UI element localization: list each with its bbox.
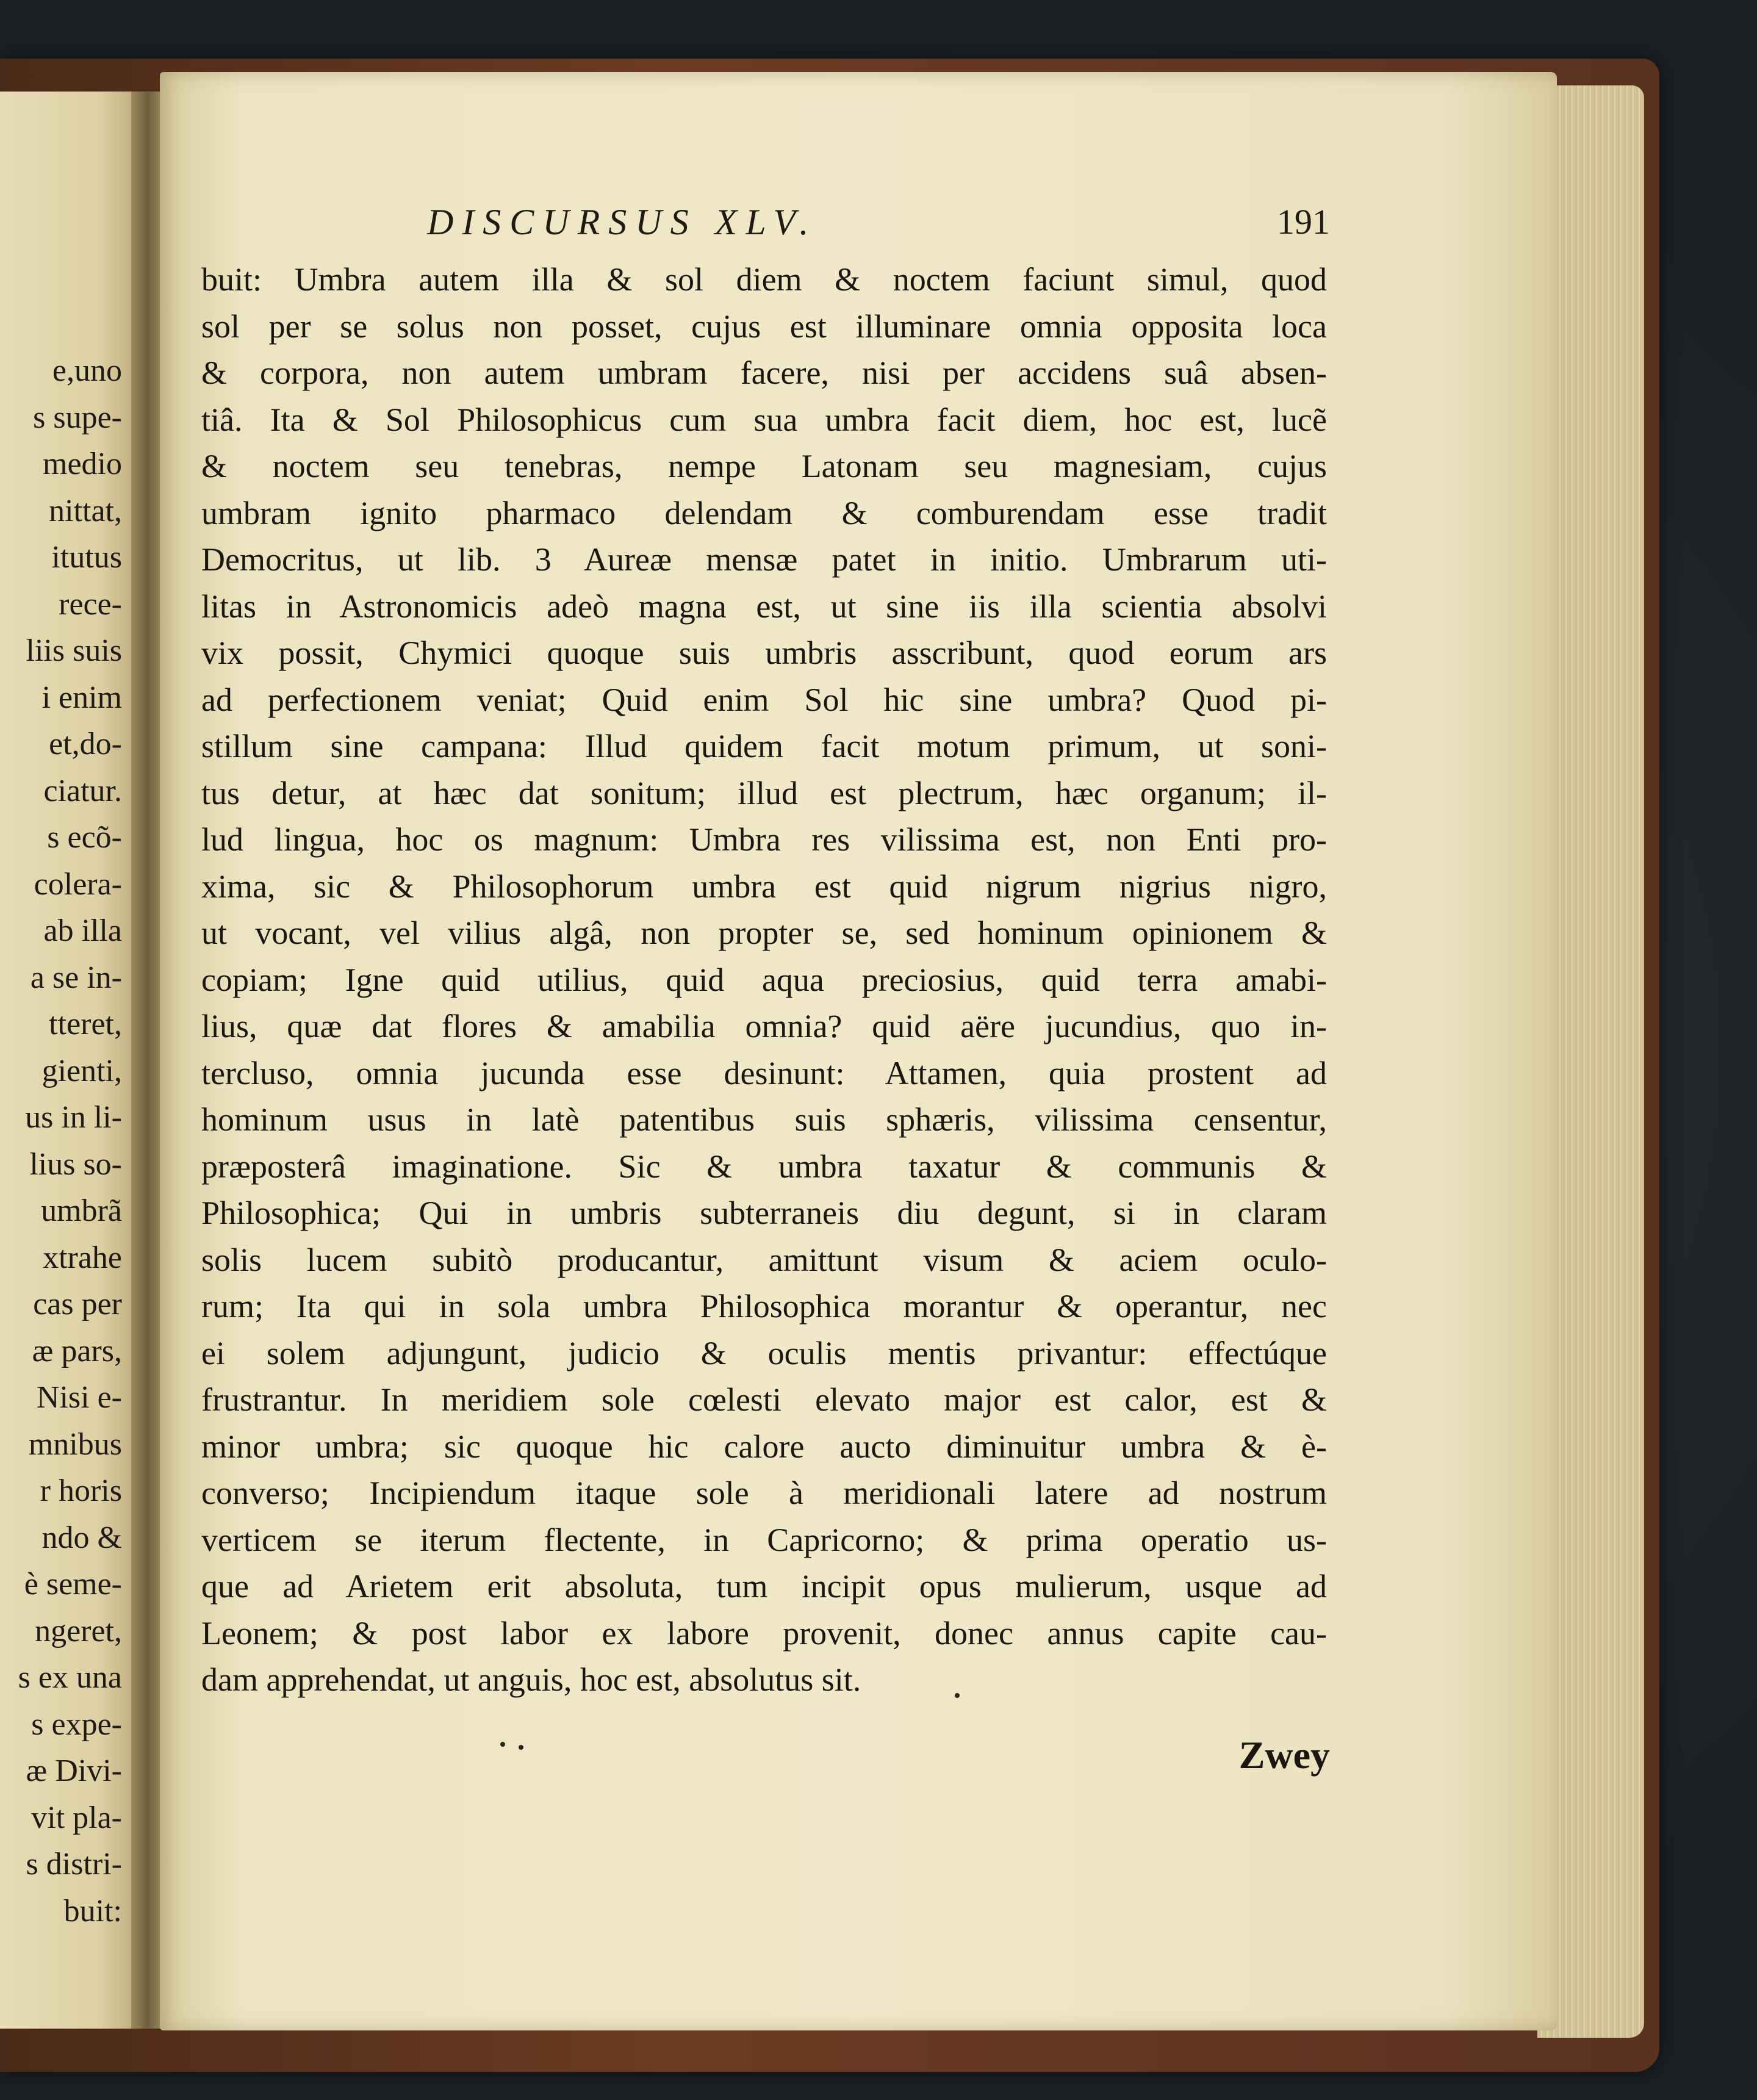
left-page [0, 92, 143, 2029]
text-line: ei solem adjungunt, judicio & oculis mentis privantur: effectúque [201, 1334, 1327, 1372]
text-line: umbram ignito pharmaco delendam & comburendam esse tradit [201, 494, 1327, 531]
left-line-fragment: s distri- [26, 1847, 122, 1882]
text-line: sol per se solus non posset, cujus est illuminare omnia opposita loca [201, 307, 1327, 345]
left-line-fragment: us in li- [25, 1100, 122, 1135]
catchword: Zwey [1238, 1733, 1330, 1777]
text-line: litas in Astronomicis adeò magna est, ut sine iis illa scientia absolvi [201, 588, 1327, 625]
text-line: hominum usus in latè patentibus suis sphæris, vilissima censentur, [201, 1101, 1327, 1138]
left-line-fragment: medio [43, 447, 122, 481]
text-line: dam apprehendat, ut anguis, hoc est, absolutus sit. [201, 1661, 861, 1698]
running-head: DISCURSUS XLV. [427, 202, 817, 242]
left-line-fragment: ab illa [43, 913, 122, 948]
text-line: terclusо, omnia jucunda esse desinunt: Attamen, quia prostent ad [201, 1054, 1327, 1091]
text-line: & corpora, non autem umbram facere, nisi per accidens suâ absen- [201, 354, 1327, 391]
left-line-fragment: et,do- [49, 727, 122, 761]
left-line-fragment: umbrã [41, 1193, 122, 1228]
text-line: solis lucem subitò producantur, amittunt visum & aciem oculo- [201, 1241, 1327, 1278]
left-line-fragment: s ecõ- [47, 820, 122, 855]
left-line-fragment: e,uno [52, 353, 122, 388]
left-line-fragment: itutus [51, 540, 122, 575]
left-line-fragment: rece- [59, 586, 122, 622]
left-line-fragment: nittat, [49, 493, 122, 528]
text-line: vix possit, Chymici quoque suis umbris asscribunt, quod eorum ars [201, 635, 1327, 671]
left-line-fragment: a se in- [30, 960, 122, 995]
left-line-fragment: colera- [34, 866, 122, 902]
left-line-fragment: xtrahe [43, 1240, 122, 1275]
body-text [201, 256, 1327, 1703]
text-line: Leonem; & post labor ex labore provenit, donec annus capite cau- [201, 1614, 1327, 1652]
left-line-fragment: gienti, [41, 1053, 122, 1088]
text-line: præposterâ imaginatione. Sic & umbra taxatur & communis & [201, 1148, 1327, 1185]
text-line: Philosophica; Qui in umbris subterraneis diu degunt, si in claram [201, 1195, 1327, 1231]
text-line: Democritus, ut lib. 3 Aureæ mensæ patet in initio. Umbrarum uti- [201, 541, 1327, 578]
text-line: minor umbra; sic quoque hic calore aucto diminuitur umbra & è- [201, 1428, 1327, 1465]
text-line: tiâ. Ita & Sol Philosophicus cum sua umbra facit diem, hoc est, lucẽ [201, 401, 1327, 438]
text-line: verticem se iterum flectente, in Capricorno; & prima operatio us- [201, 1521, 1327, 1558]
left-line-fragment: vit pla- [31, 1800, 122, 1835]
left-line-fragment: buit: [63, 1893, 122, 1929]
left-line-fragment: ciatur. [43, 773, 122, 808]
text-line: frustrantur. In meridiem sole cœlesti elevato major est calor, est & [201, 1381, 1327, 1418]
left-line-fragment: liis suis [26, 633, 122, 668]
text-line: rum; Ita qui in sola umbra Philosophica morantur & operantur, nec [201, 1288, 1327, 1325]
left-line-fragment: ngeret, [35, 1613, 122, 1649]
text-line: stillum sine campana: Illud quidem facit motum primum, ut soni- [201, 728, 1327, 764]
text-line: converso; Incipiendum itaque sole à meridionali latere ad nostrum [201, 1475, 1327, 1511]
text-line: buit: Umbra autem illa & sol diem & noctem faciunt simul, quod [201, 261, 1327, 298]
left-line-fragment: tteret, [49, 1007, 122, 1041]
left-line-fragment: s supe- [33, 400, 122, 435]
text-line: lius, quæ dat flores & amabilia omnia? quid aëre jucundius, quo in- [201, 1008, 1327, 1045]
left-line-fragment: s expe- [31, 1706, 122, 1742]
ink-speck [500, 1742, 505, 1747]
left-line-fragment: æ pars, [32, 1333, 122, 1368]
left-line-fragment: mnibus [28, 1426, 122, 1462]
text-line: xima, sic & Philosophorum umbra est quid nigrum nigrius nigro, [201, 868, 1327, 905]
left-line-fragment: Nisi e- [36, 1380, 122, 1415]
left-line-fragment: lius so- [29, 1146, 122, 1182]
page-number: 191 [1277, 202, 1330, 242]
text-line: ut vocant, vel vilius algâ, non propter se, sed hominum opinionem & [201, 915, 1327, 951]
left-line-fragment: cas per [33, 1287, 122, 1321]
ink-speck [955, 1693, 960, 1698]
left-line-fragment: r horis [40, 1473, 122, 1508]
left-line-fragment: s ex una [18, 1660, 122, 1695]
text-line: ad perfectionem veniat; Quid enim Sol hic sine umbra? Quod pi- [201, 681, 1327, 718]
text-line: que ad Arietem erit absoluta, tum incipit opus mulierum, usque ad [201, 1568, 1327, 1605]
left-page-text [0, 348, 122, 1935]
text-line: tus detur, at hæc dat sonitum; illud est plectrum, hæc organum; il- [201, 774, 1327, 811]
ink-speck [519, 1745, 523, 1750]
left-line-fragment: è seme- [24, 1567, 122, 1602]
text-line: copiam; Igne quid utilius, quid aqua preciosius, quid terra amabi- [201, 961, 1327, 998]
text-line: & noctem seu tenebras, nempe Latonam seu magnesiam, cujus [201, 448, 1327, 484]
text-line: lud lingua, hoc os magnum: Umbra res vilissima est, non Enti pro- [201, 821, 1327, 858]
left-line-fragment: i enim [41, 680, 122, 715]
left-line-fragment: ndo & [41, 1520, 122, 1555]
left-line-fragment: æ Divi- [26, 1753, 122, 1788]
